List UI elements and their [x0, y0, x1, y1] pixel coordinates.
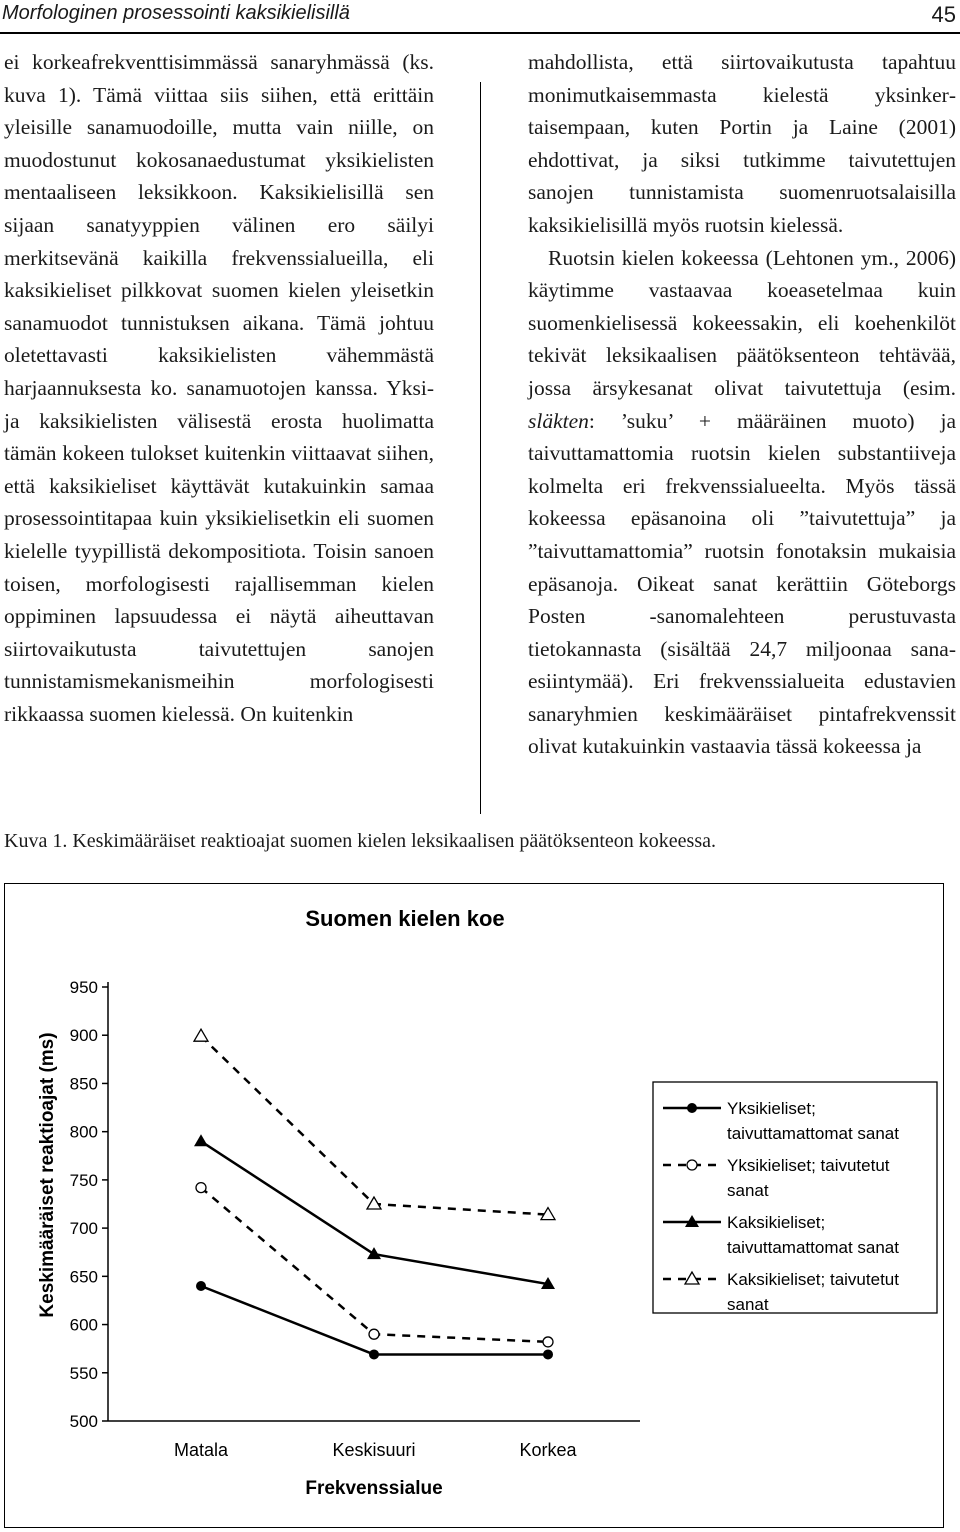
- legend-label: taivuttamattomat sanat: [727, 1124, 899, 1143]
- y-axis-label: Keskimääräiset reaktioajat (ms): [37, 1032, 58, 1318]
- page-number: 45: [931, 2, 956, 27]
- running-title: Morfologinen prosessointi kaksikielisillä: [2, 2, 350, 24]
- data-point: [194, 1134, 208, 1146]
- legend-label: sanat: [727, 1295, 769, 1314]
- legend-label: Yksikieliset;: [727, 1099, 816, 1118]
- y-tick-label: 700: [69, 1219, 98, 1239]
- data-point: [369, 1349, 379, 1359]
- plot-area: [194, 1029, 555, 1359]
- right-paragraph-2-start: Ruotsin kielen kokeessa (Lehtonen ym., 2006) käytimme vastaavaa koeasetelmaa kuin suomenkielisessä kokeessakin, eli koehenkilöt tekivät leksikaalisen päätöksenteon tehtävää, jossa ärsykesanat olivat taivutettuja (esim.: [528, 245, 956, 400]
- data-point: [196, 1183, 206, 1193]
- y-tick-label: 900: [69, 1026, 98, 1046]
- column-divider: [480, 82, 481, 814]
- figure-frame: [4, 883, 944, 1528]
- x-tick-label: Matala: [173, 1440, 229, 1460]
- data-point: [543, 1349, 553, 1359]
- data-point: [367, 1247, 381, 1259]
- left-paragraph: ei korkeafrekventtisimmässä sanaryhmässä (ks. kuva 1). Tämä viittaa siis siihen, että erittäin yleisille sanamuodoille, mutta vain niille, on muodostunut kokosanaedustumat yksikielisten mentaaliseen leksikkoon. Kaksikielisillä sen sijaan sanatyyppien välinen ero säilyi merkitsevänä kaikilla frekvenssialueilla, eli kaksikieliset pilkkovat suomen kielen yleisetkin sanamuodot tunnistuksen aikana. Tämä johtuu oletettavasti kaksikielisten vähemmästä harjaannuksesta ko. sanamuotojen kanssa. Yksi- ja kaksikielisten välisestä erosta huolimatta tämän kokeen tulokset kuitenkin viittaavat siihen, että kaksikieliset käyttävät kutakuinkin samaa prosessointitapaa kuin yksikielisetkin eli suomen kielelle tyypillistä dekompositiota. Toisin sanoen toisen, morfologisesti rajallisemman kielen oppiminen lapsuudessa ei näytä aiheuttavan siirtovaikutusta taivutettujen sanojen tunnistamismekanismeihin morfologisesti rikkaassa suomen kielessä. On kuitenkin: [4, 50, 434, 726]
- y-tick-label: 950: [69, 978, 98, 997]
- figure-caption: Kuva 1. Keskimääräiset reaktioajat suomen kielen leksikaalisen päätöksenteon kokeessa.: [4, 830, 716, 852]
- right-paragraph-1: mahdollista, että siirtovaikutusta tapahtuu monimutkaisemmasta kielestä yksinkertaisempaan, kuten Portin ja Laine (2001) ehdottivat, ja siksi tutkimme taivutettujen sanojen tunnistamista suomenruotsalaisilla kaksikielisillä myös ruotsin kielessä.: [528, 50, 956, 237]
- data-point: [194, 1029, 208, 1041]
- legend-label: Kaksikieliset;: [727, 1213, 826, 1232]
- legend-label: Kaksikieliset; taivutetut: [727, 1270, 899, 1289]
- left-column: [4, 46, 434, 730]
- y-tick-label: 850: [69, 1074, 98, 1094]
- right-paragraph-2: [528, 242, 956, 764]
- legend-marker: [687, 1103, 697, 1113]
- data-point: [367, 1197, 381, 1209]
- y-tick-label: 800: [69, 1122, 98, 1142]
- data-point: [543, 1337, 553, 1347]
- y-tick-label: 750: [69, 1170, 98, 1190]
- series-line: [201, 1036, 548, 1214]
- y-tick-label: 600: [69, 1315, 98, 1335]
- data-point: [196, 1281, 206, 1291]
- running-header: [0, 0, 960, 34]
- legend-label: sanat: [727, 1181, 769, 1200]
- data-point: [369, 1329, 379, 1339]
- right-column: [528, 46, 956, 763]
- legend-marker: [687, 1160, 697, 1170]
- series-line: [201, 1286, 548, 1354]
- x-tick-label: Keskisuuri: [332, 1440, 416, 1460]
- x-tick-label: Korkea: [519, 1440, 577, 1460]
- legend-label: taivuttamattomat sanat: [727, 1238, 899, 1257]
- x-axis-label: Frekvenssialue: [305, 1478, 443, 1499]
- y-tick-label: 550: [69, 1363, 98, 1383]
- example-word: släkten: [528, 408, 589, 433]
- legend: [653, 1082, 937, 1314]
- right-paragraph-2-end: : ’suku’ + määräinen muoto) ja taivuttamattomia ruotsin kielen substantiiveja kolmelta eri frekvenssialueelta. Myös tässä kokeessa epäsanoina oli ”taivutettuja” ja ”taivuttamattomia” ruotsin fonotaksin mukaisia epäsanoja. Oikeat sanat kerättiin Göteborgs Posten -sanomalehteen perustuvasta tietokannasta (sisältää 24,7 miljoonaa sanaesiintymää). Eri frekvenssialueita edustavien sanaryhmien keskimääräiset pintafrekvenssit olivat kutakuinkin vastaavia tässä kokeessa ja: [528, 408, 956, 759]
- line-chart: [5, 884, 943, 1527]
- y-tick-label: 650: [69, 1267, 98, 1287]
- chart-title: Suomen kielen koe: [305, 906, 505, 931]
- y-tick-label: 500: [69, 1412, 98, 1431]
- legend-label: Yksikieliset; taivutetut: [727, 1156, 890, 1175]
